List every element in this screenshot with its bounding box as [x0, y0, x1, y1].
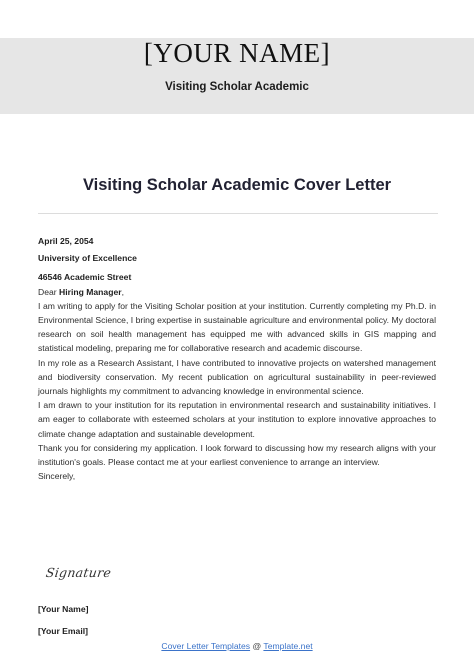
title-divider	[38, 213, 438, 214]
applicant-name: [YOUR NAME]	[143, 38, 331, 68]
salutation-name: Hiring Manager	[59, 286, 122, 297]
sender-email: [Your Email]	[38, 626, 88, 636]
footer-separator: @	[250, 641, 264, 651]
footer	[0, 641, 474, 651]
sender-name: [Your Name]	[38, 604, 89, 614]
document-title: Visiting Scholar Academic Cover Letter	[82, 176, 392, 194]
recipient-address: 46546 Academic Street	[38, 272, 132, 283]
signature: Signature	[44, 565, 113, 580]
applicant-role: Visiting Scholar Academic	[165, 81, 309, 93]
paragraph-3: I am drawn to your institution for its reputation in environmental research and sustainability initiatives. I am eager to collaborate with esteemed scholars at your institution to explore innovative approaches to climate change adaptation and sustainable development.	[38, 400, 436, 439]
paragraph-4: Thank you for considering my application. I look forward to discussing how my research aligns with your institution's goals. Please contact me at your earliest convenience to arrange an interview.	[38, 442, 436, 468]
paragraph-2: In my role as a Research Assistant, I have contributed to innovative projects on watershed management and biodiversity conservation. My recent publication on agricultural sustainability in peer-reviewed journals highlights my commitment to advancing knowledge in environmental science.	[38, 357, 436, 397]
cover-letter-templates-link[interactable]: Cover Letter Templates	[161, 641, 251, 651]
paragraph-1: I am writing to apply for the Visiting Scholar position at your institution. Currently completing my Ph.D. in Environmental Science, I bring expertise in sustainable agriculture and environmental policy. My doctoral research on soil health management has equipped me with advanced skills in GIS mapping and statistical modeling, preparing me for collaborative research and academic discourse.	[38, 300, 436, 354]
template-net-link[interactable]: Template.net	[263, 641, 313, 651]
recipient-org: University of Excellence	[38, 253, 137, 264]
salutation-suffix: ,	[121, 286, 124, 297]
letter-date: April 25, 2054	[38, 236, 94, 246]
salutation	[38, 285, 436, 299]
closing: Sincerely,	[38, 471, 76, 482]
letter-body	[38, 234, 436, 483]
salutation-prefix: Dear	[38, 286, 60, 297]
